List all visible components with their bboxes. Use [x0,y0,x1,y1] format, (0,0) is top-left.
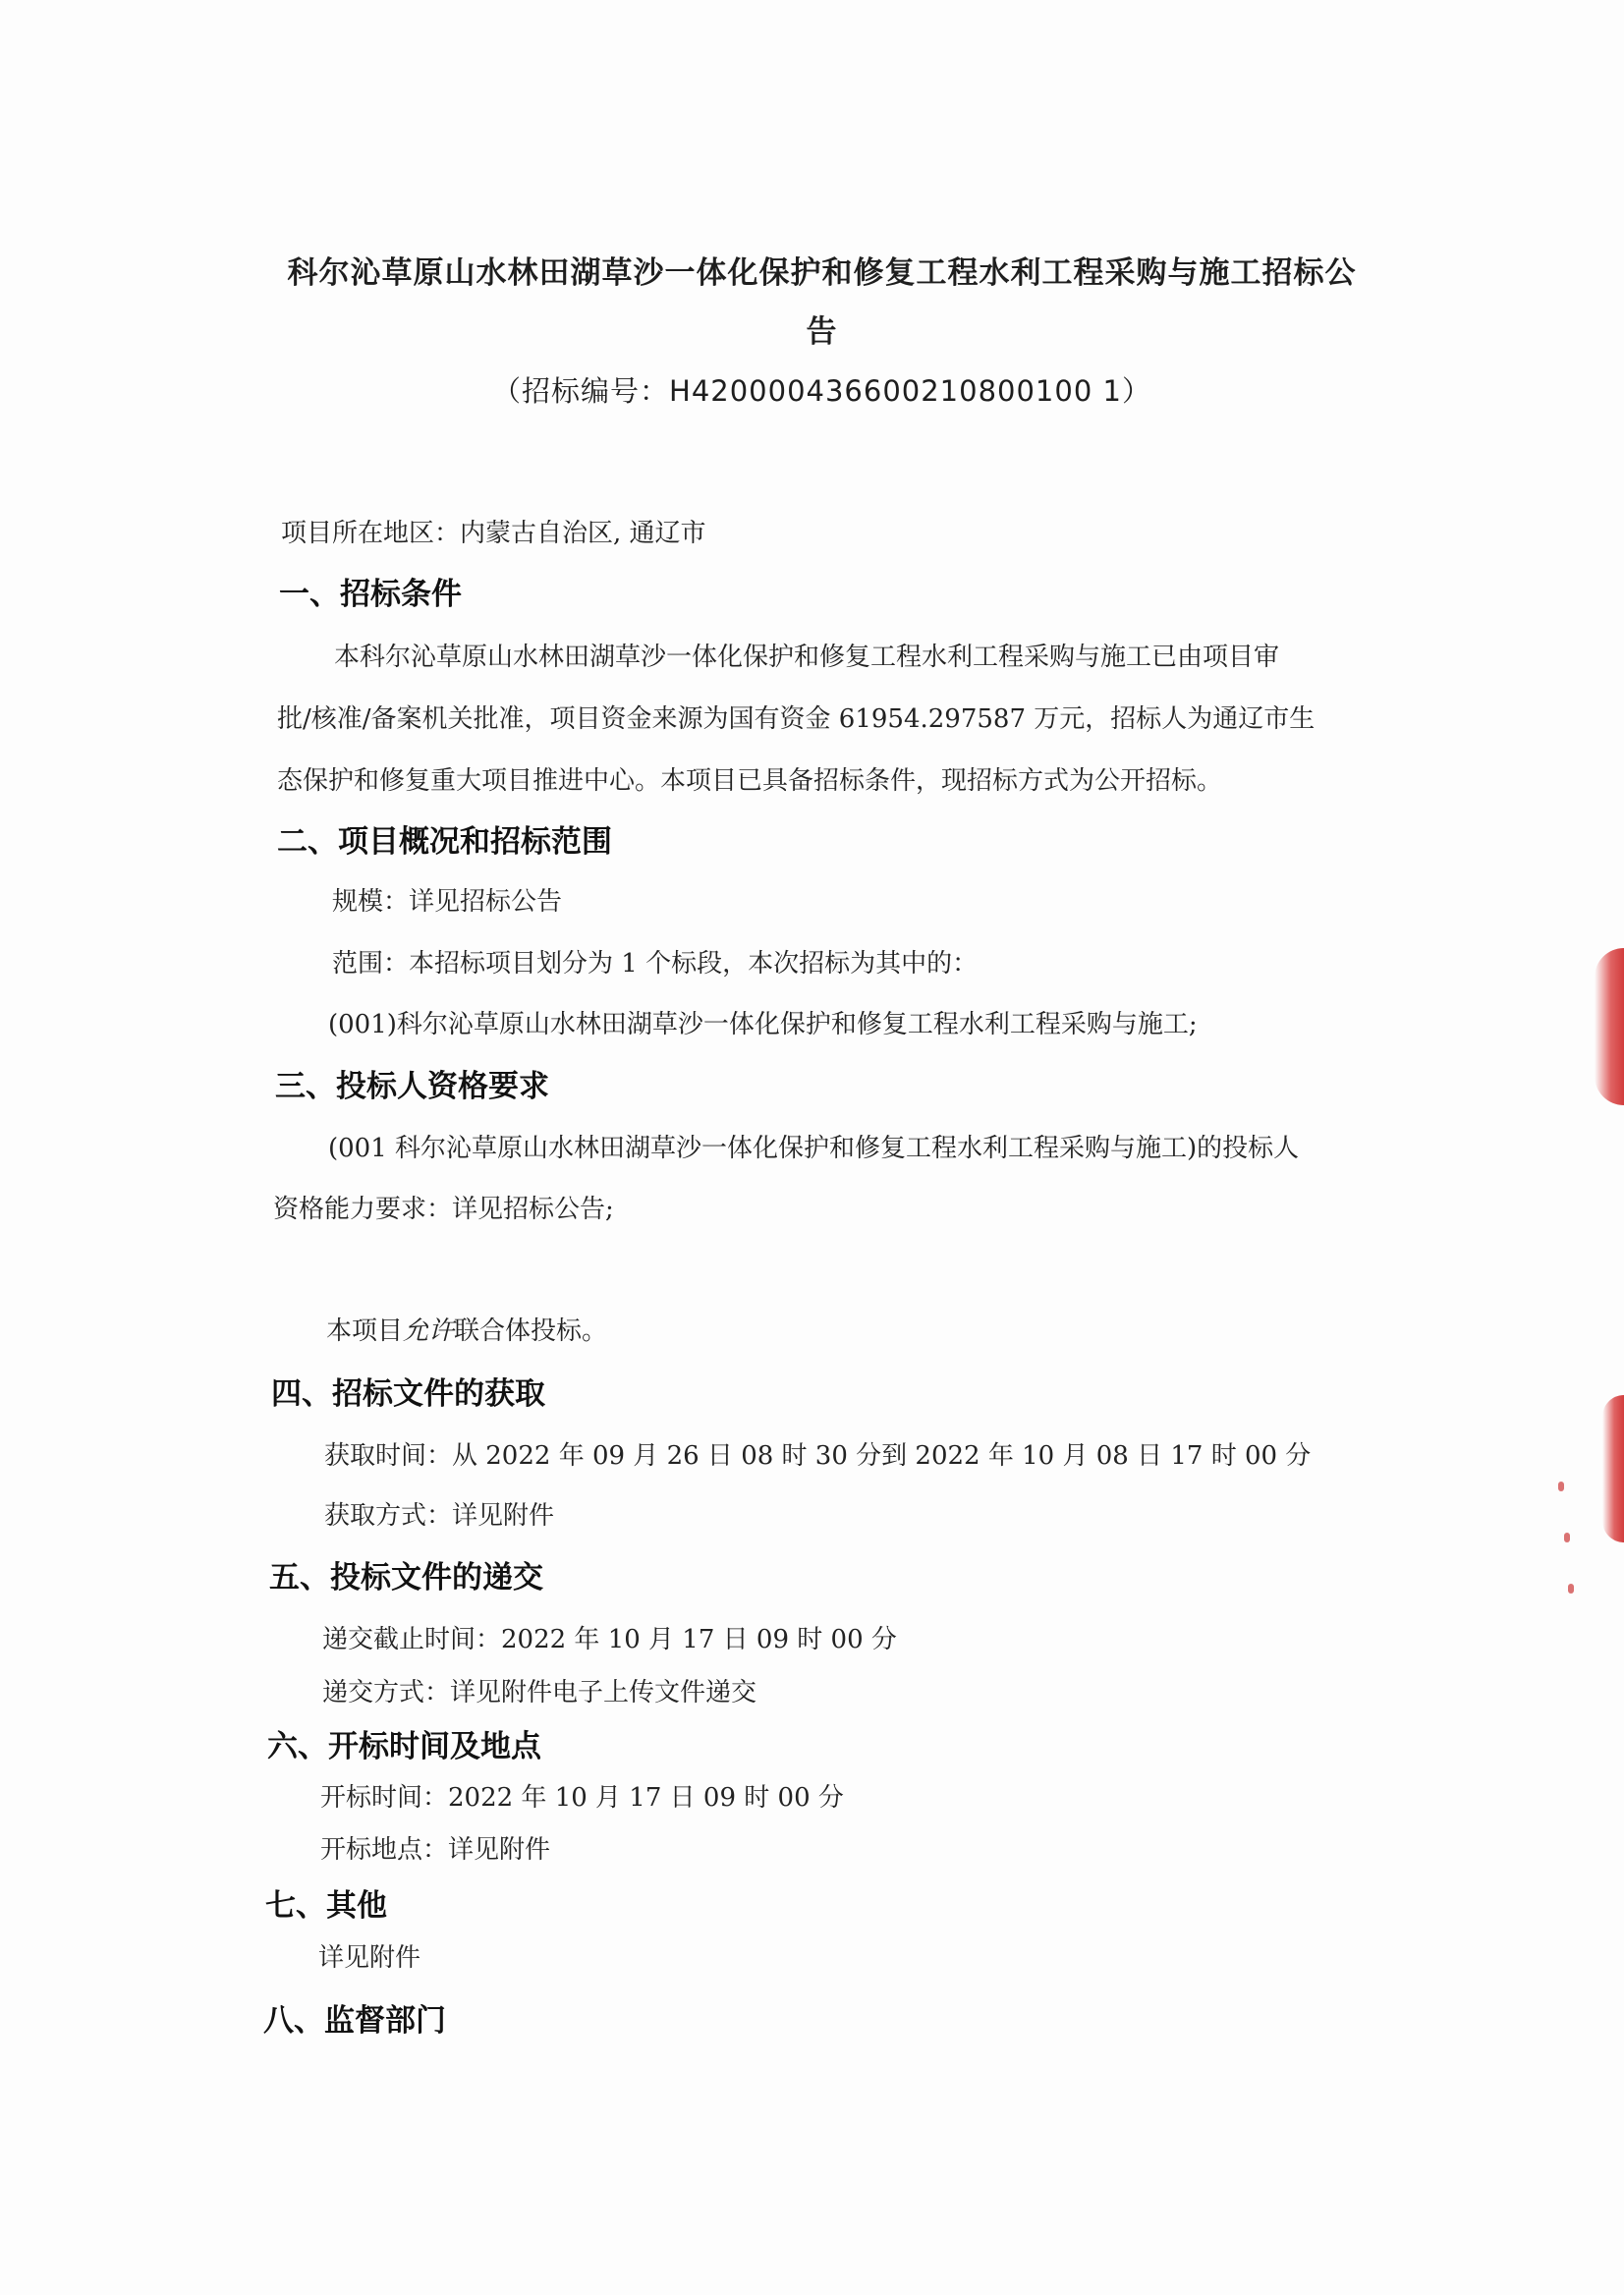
seal-speck [1568,1584,1574,1594]
section-2-lot: (001)科尔沁草原山水林田湖草沙一体化保护和修复工程水利工程采购与施工; [328,1010,1198,1039]
section-heading-3: 三、投标人资格要求 [275,1069,549,1104]
seal-speck [1558,1482,1564,1491]
consortium-suffix: 联合体投标。 [454,1316,608,1346]
section-heading-6: 六、开标时间及地点 [267,1729,541,1764]
section-2-scope: 范围：本招标项目划分为 1 个标段，本次招标为其中的： [332,949,979,979]
section-heading-4: 四、招标文件的获取 [271,1376,545,1412]
section-4-time: 获取时间：从 2022 年 09 月 26 日 08 时 30 分到 2022 年 10 月 08 日 17 时 00 分 [324,1441,1312,1471]
section-2-scale: 规模：详见招标公告 [332,887,563,917]
project-region: 项目所在地区：内蒙古自治区, 通辽市 [281,519,706,548]
section-heading-8: 八、监督部门 [263,2003,446,2039]
consortium-allowed: 允许 [403,1316,455,1346]
section-5-method: 递交方式：详见附件电子上传文件递交 [322,1678,757,1707]
section-heading-2: 二、项目概况和招标范围 [277,824,612,860]
section-6-place: 开标地点：详见附件 [320,1835,551,1865]
section-1-paragraph-line-2: 批/核准/备案机关批准，项目资金来源为国有资金 61954.297587 万元，招标人为通辽市生 [277,704,1316,734]
consortium-prefix: 本项目 [326,1316,404,1346]
consortium-statement [326,1311,607,1347]
section-1-paragraph-line-1: 本科尔沁草原山水林田湖草沙一体化保护和修复工程水利工程采购与施工已由项目审 [334,643,1280,672]
seal-speck [1564,1533,1570,1542]
section-heading-7: 七、其他 [265,1888,387,1924]
document-title-line-2: 告 [806,314,838,350]
section-1-paragraph-line-3: 态保护和修复重大项目推进中心。本项目已具备招标条件，现招标方式为公开招标。 [277,766,1223,796]
section-7-text: 详见附件 [318,1943,421,1973]
bid-number: （招标编号：H420000436600210800100 1） [492,374,1151,408]
section-heading-5: 五、投标文件的递交 [269,1560,543,1595]
section-3-requirement-line-2: 资格能力要求：详见招标公告; [273,1195,614,1224]
document-title-line-1: 科尔沁草原山水林田湖草沙一体化保护和修复工程水利工程采购与施工招标公 [287,255,1357,291]
red-seal-fragment-upper [1595,948,1624,1105]
section-5-deadline: 递交截止时间：2022 年 10 月 17 日 09 时 00 分 [322,1625,897,1654]
section-3-requirement-line-1: (001 科尔沁草原山水林田湖草沙一体化保护和修复工程水利工程采购与施工)的投标人 [328,1134,1300,1163]
section-6-time: 开标时间：2022 年 10 月 17 日 09 时 00 分 [320,1783,844,1813]
section-4-method: 获取方式：详见附件 [324,1501,555,1531]
red-seal-fragment-lower [1602,1395,1624,1542]
section-heading-1: 一、招标条件 [279,577,462,612]
